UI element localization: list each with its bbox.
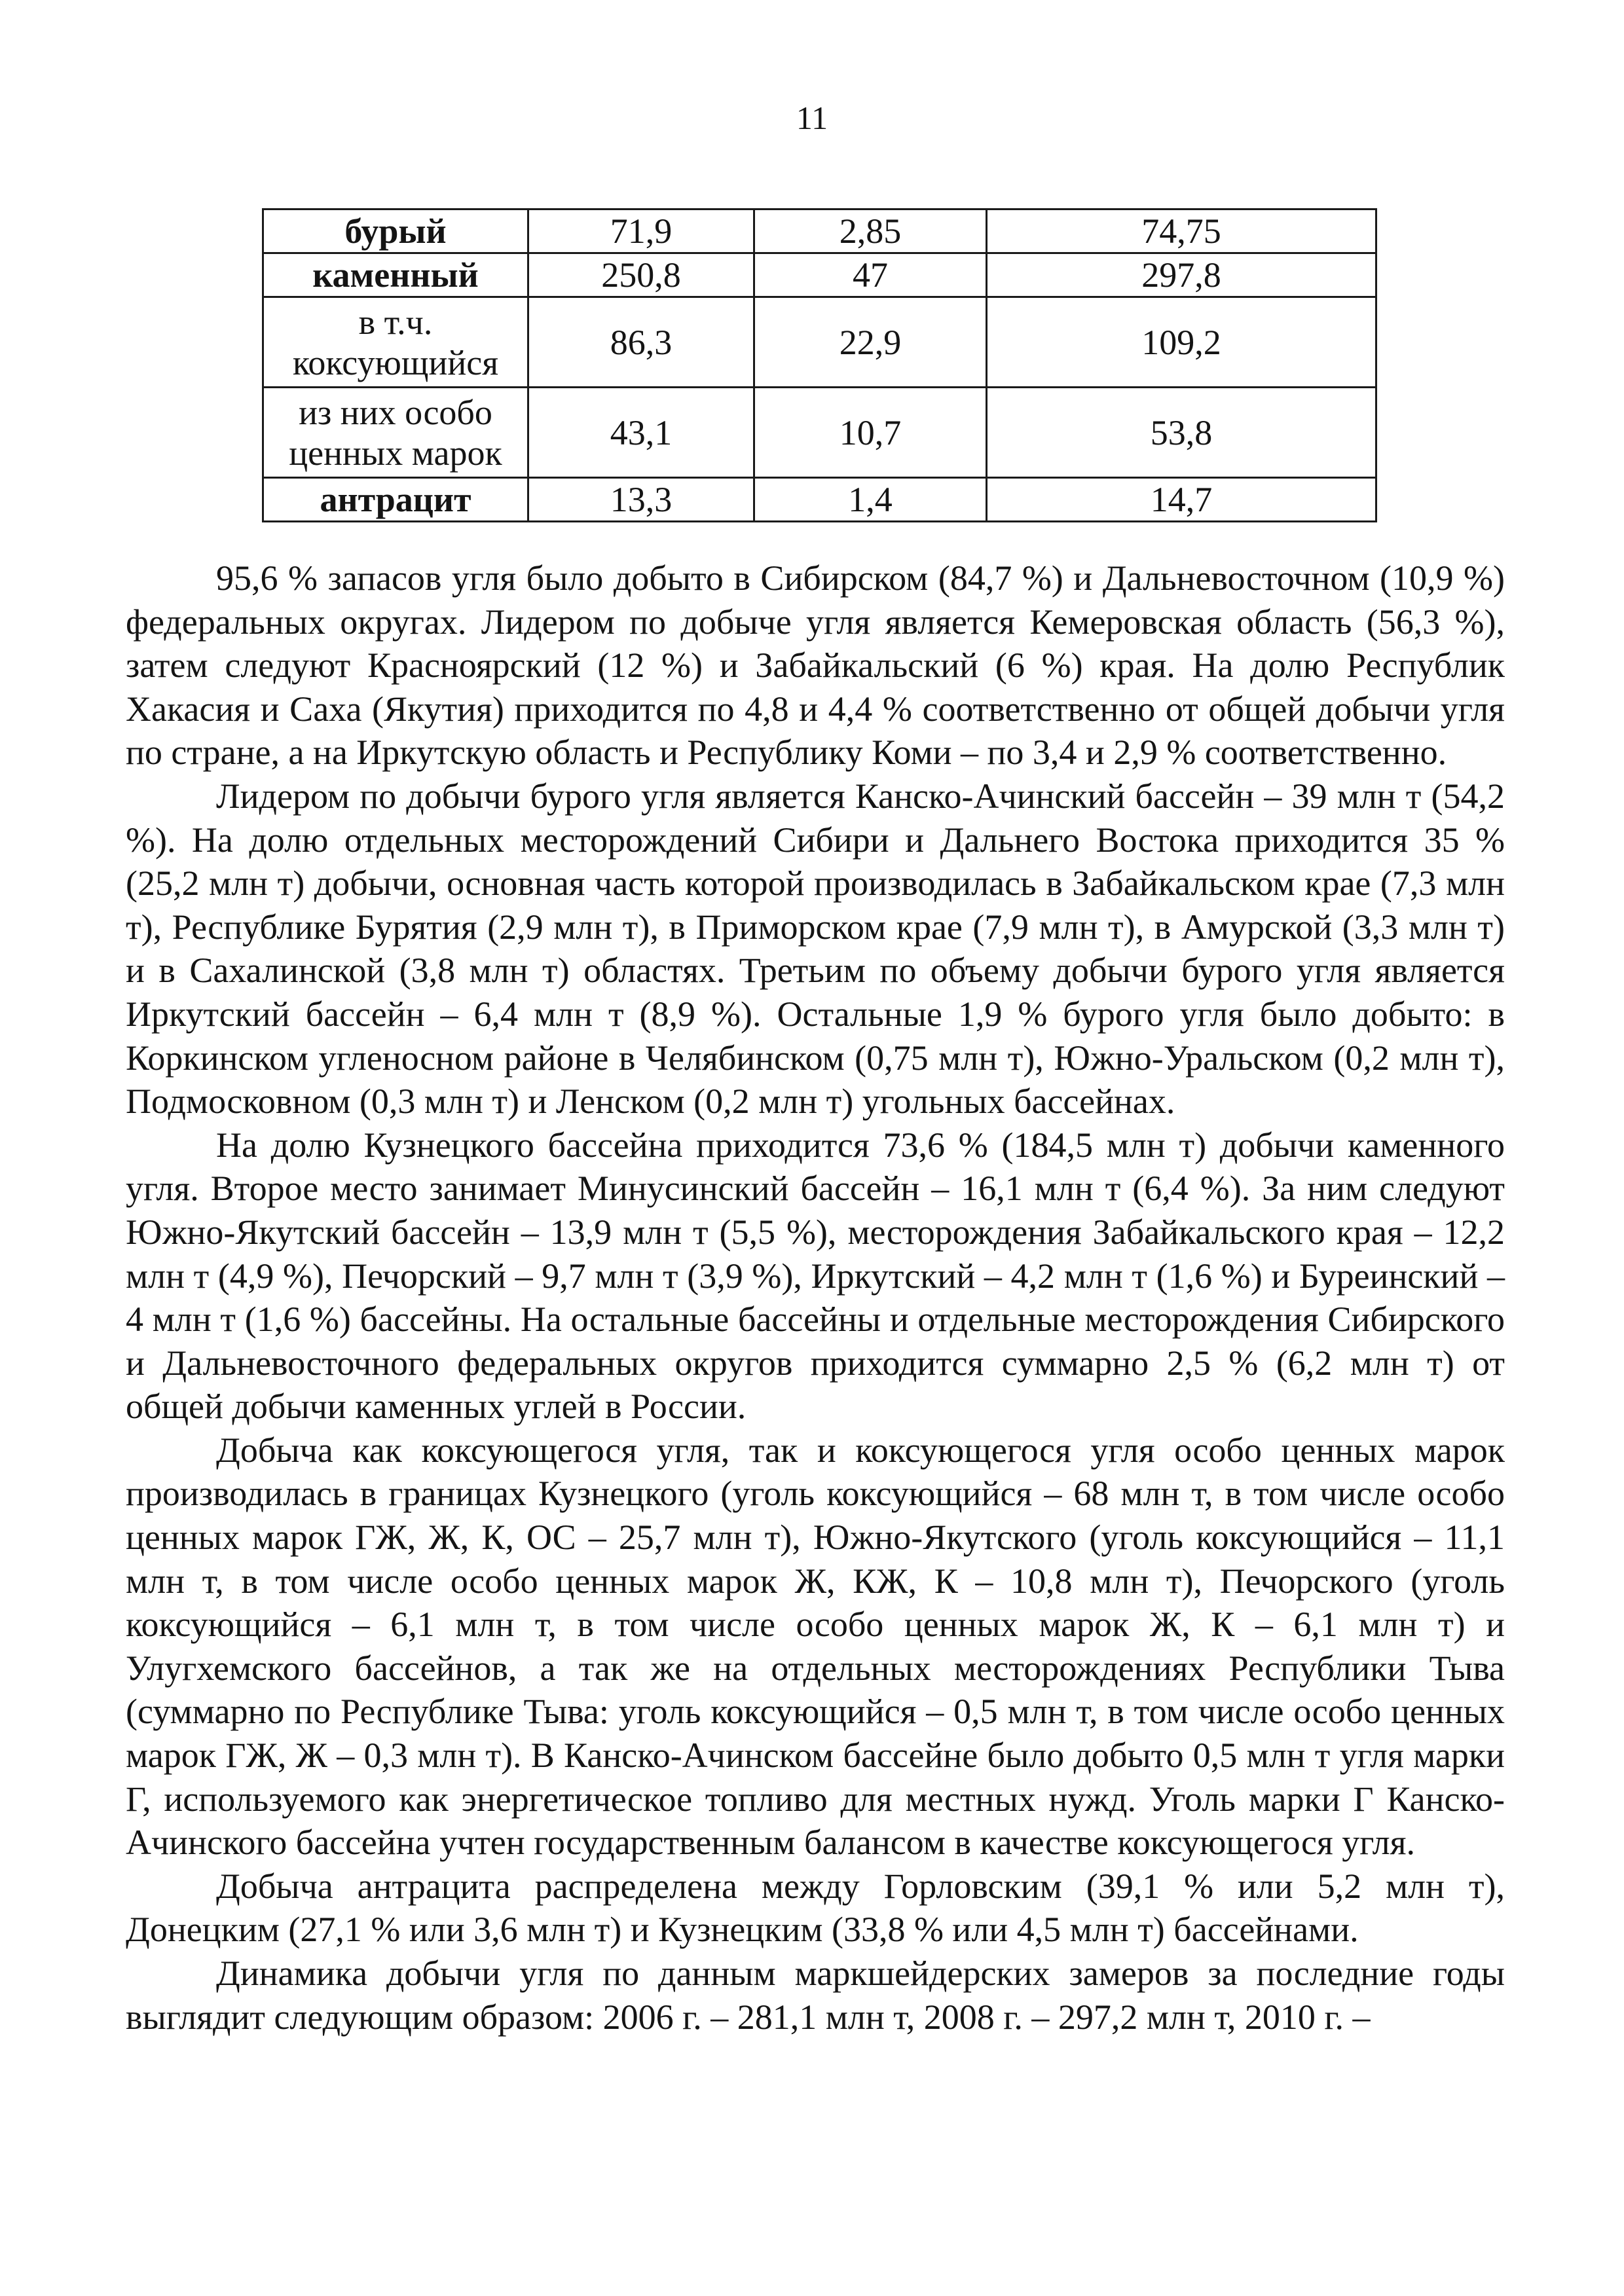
table-row <box>263 478 1376 522</box>
table-cell: 1,4 <box>754 478 987 522</box>
row-label: бурый <box>263 210 528 253</box>
body-text <box>126 556 1505 2039</box>
page-number: 11 <box>796 100 828 136</box>
table-cell: 10,7 <box>754 388 987 478</box>
row-label: каменный <box>263 253 528 297</box>
row-label: в т.ч. коксующийся <box>263 297 528 388</box>
row-label: антрацит <box>263 478 528 522</box>
paragraph: Добыча антрацита распределена между Горловским (39,1 % или 5,2 млн т), Донецким (27,1 % или 3,6 млн т) и Кузнецким (33,8 % или 4,5 млн т) бассейнами. <box>126 1866 1505 1950</box>
table-cell: 2,85 <box>754 210 987 253</box>
paragraph: Лидером по добычи бурого угля является Канско-Ачинский бассейн – 39 млн т (54,2 %). На долю отдельных месторождений Сибири и Дальнего Востока приходится 35 % (25,2 млн т) добычи, основная часть которой производилась в Забайкальском крае (7,3 млн т), Республике Бурятия (2,9 млн т), в Приморском крае (7,9 млн т), в Амурской (3,3 млн т) и в Сахалинской (3,8 млн т) областях. Третьим по объему добычи бурого угля является Иркутский бассейн – 6,4 млн т (8,9 %). Остальные 1,9 % бурого угля было добыто: в Коркинском угленосном районе в Челябинском (0,75 млн т), Южно-Уральском (0,2 млн т), Подмосковном (0,3 млн т) и Ленском (0,2 млн т) угольных бассейнах. <box>126 776 1505 1121</box>
paragraph: На долю Кузнецкого бассейна приходится 73,6 % (184,5 млн т) добычи каменного угля. Второе место занимает Минусинский бассейн – 16,1 млн т (6,4 %). За ним следуют Южно-Якутский бассейн – 13,9 млн т (5,5 %), месторождения Забайкальского края – 12,2 млн т (4,9 %), Печорский – 9,7 млн т (3,9 %), Иркутский – 4,2 млн т (1,6 %) и Буреинский – 4 млн т (1,6 %) бассейны. На остальные бассейны и отдельные месторождения Сибирского и Дальневосточного федеральных округов приходится суммарно 2,5 % (6,2 млн т) от общей добычи каменных углей в России. <box>126 1125 1505 1427</box>
table-row <box>263 253 1376 297</box>
table-cell: 86,3 <box>528 297 754 388</box>
table-cell: 109,2 <box>987 297 1376 388</box>
row-label: из них особо ценных марок <box>263 388 528 478</box>
table-cell: 22,9 <box>754 297 987 388</box>
coal-production-table <box>262 208 1377 522</box>
table-cell: 250,8 <box>528 253 754 297</box>
table-cell: 74,75 <box>987 210 1376 253</box>
paragraph: 95,6 % запасов угля было добыто в Сибирском (84,7 %) и Дальневосточном (10,9 %) федеральных округах. Лидером по добыче угля является Кемеровская область (56,3 %), затем следуют Красноярский (12 %) и Забайкальский (6 %) края. На долю Республик Хакасия и Саха (Якутия) приходится по 4,8 и 4,4 % соответственно от общей добычи угля по стране, а на Иркутскую область и Республику Коми – по 3,4 и 2,9 % соответственно. <box>126 558 1505 773</box>
table-cell: 47 <box>754 253 987 297</box>
table-cell: 297,8 <box>987 253 1376 297</box>
table-cell: 43,1 <box>528 388 754 478</box>
table-cell: 14,7 <box>987 478 1376 522</box>
table-cell: 71,9 <box>528 210 754 253</box>
table-row <box>263 297 1376 388</box>
table-cell: 13,3 <box>528 478 754 522</box>
table-row <box>263 210 1376 253</box>
paragraph: Добыча как коксующегося угля, так и коксующегося угля особо ценных марок производилась в границах Кузнецкого (уголь коксующийся – 68 млн т, в том числе особо ценных марок ГЖ, Ж, К, ОС – 25,7 млн т), Южно-Якутского (уголь коксующийся – 11,1 млн т, в том числе особо ценных марок Ж, КЖ, К – 10,8 млн т), Печорского (уголь коксующийся – 6,1 млн т, в том числе особо ценных марок Ж, К – 6,1 млн т) и Улугхемского бассейнов, а так же на отдельных месторождениях Республики Тыва (суммарно по Республике Тыва: уголь коксующийся – 0,5 млн т, в том числе особо ценных марок ГЖ, Ж – 0,3 млн т). В Канско-Ачинском бассейне было добыто 0,5 млн т угля марки Г, используемого как энергетическое топливо для местных нужд. Уголь марки Г Канско-Ачинского бассейна учтен государственным балансом в качестве коксующегося угля. <box>126 1430 1505 1863</box>
paragraph: Динамика добычи угля по данным маркшейдерских замеров за последние годы выглядит следующим образом: 2006 г. – 281,1 млн т, 2008 г. – 297,2 млн т, 2010 г. – <box>126 1954 1505 2037</box>
table-cell: 53,8 <box>987 388 1376 478</box>
table-row <box>263 388 1376 478</box>
